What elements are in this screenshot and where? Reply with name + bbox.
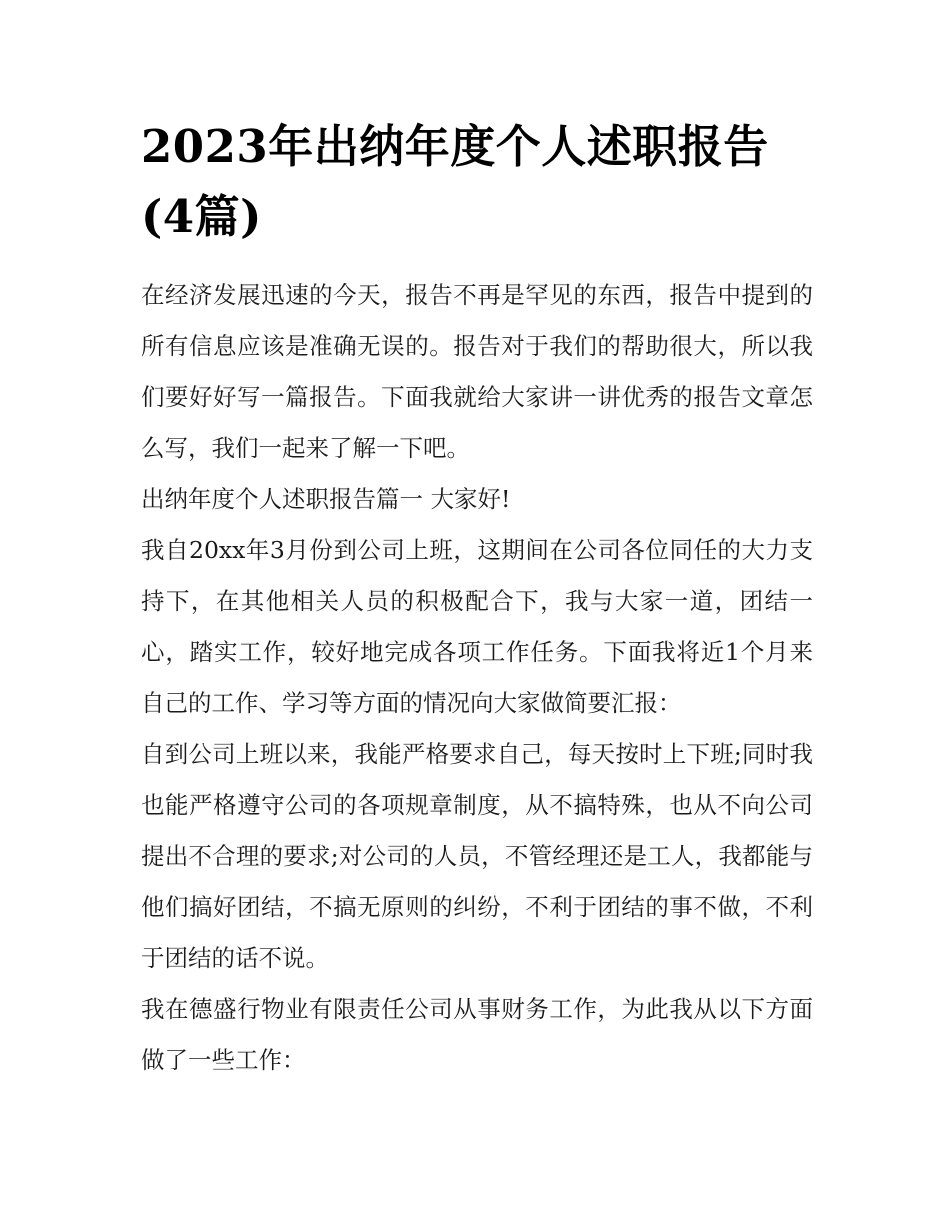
paragraph-finance-work: 我在德盛行物业有限责任公司从事财务工作，为此我从以下方面做了一些工作： xyxy=(141,995,813,1074)
paragraph-work-summary: 我自20xx年3月份到公司上班，这期间在公司各位同任的大力支持下，在其他相关人员的积极配合下，我与大家一道，团结一心，踏实工作，较好地完成各项工作任务。下面我将近1个月来自己的工作、学习等方面的情况向大家做简要汇报： xyxy=(141,536,813,717)
paragraph-section-heading: 出纳年度个人述职报告篇一 大家好! xyxy=(141,485,511,513)
paragraph-discipline: 自到公司上班以来，我能严格要求自己，每天按时上下班;同时我也能严格遵守公司的各项规章制度，从不搞特殊，也从不向公司提出不合理的要求;对公司的人员，不管经理还是工人，我都能与他们搞好团结，不搞无原则的纠纷，不利于团结的事不做，不利于团结的话不说。 xyxy=(141,740,813,972)
document-body xyxy=(141,270,813,1086)
document-title: 2023年出纳年度个人述职报告(4篇) xyxy=(141,120,769,243)
document-content xyxy=(141,112,813,1086)
paragraph-intro: 在经济发展迅速的今天，报告不再是罕见的东西，报告中提到的所有信息应该是准确无误的。报告对于我们的帮助很大，所以我们要好好写一篇报告。下面我就给大家讲一讲优秀的报告文章怎么写，我们一起来了解一下吧。 xyxy=(141,281,813,462)
